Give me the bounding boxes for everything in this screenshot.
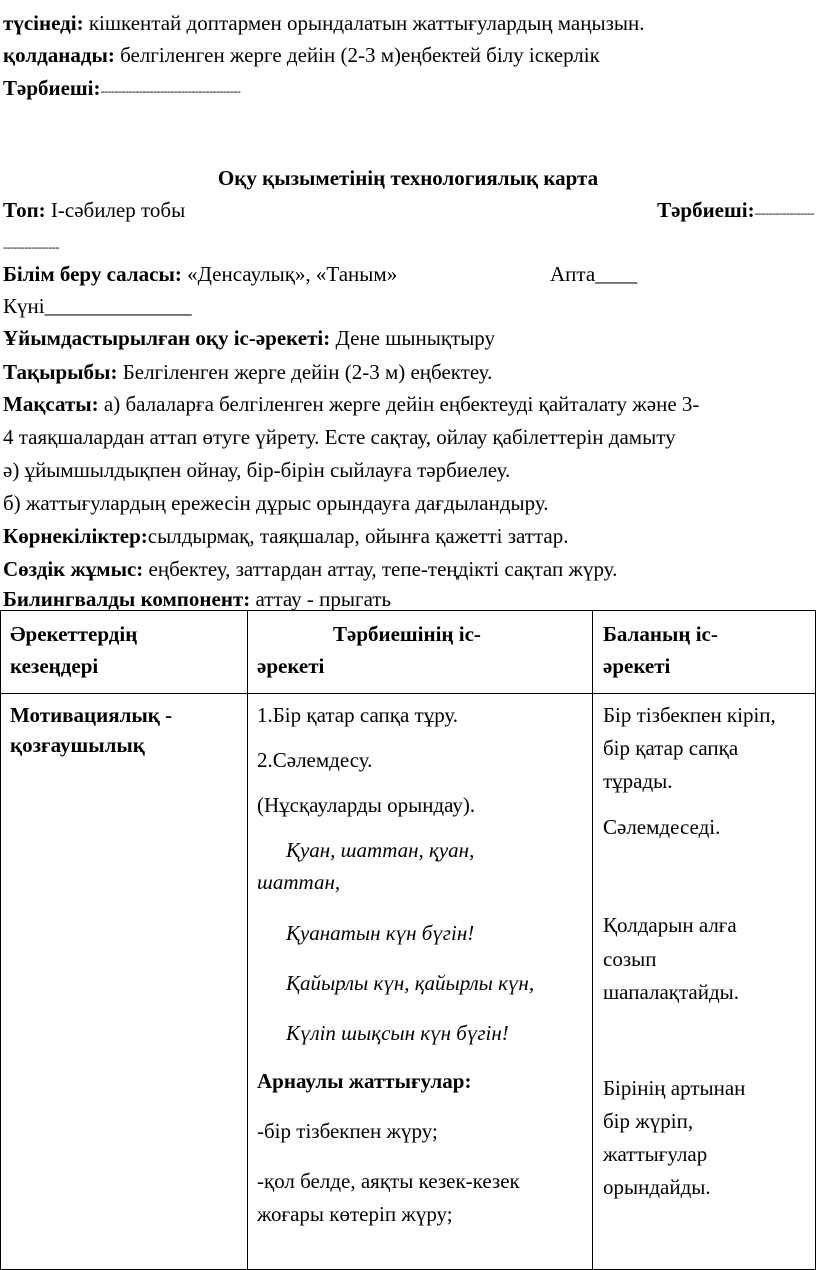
activity-value: Дене шынықтыру <box>330 326 496 350</box>
stage-l2: қозғаушылық <box>10 733 145 757</box>
vocab-value: еңбектеу, заттардан аттау, тепе-теңдікті сақтап жүру. <box>143 557 618 581</box>
child-action-1c: тұрады. <box>603 769 673 793</box>
area-value: «Денсаулық», «Таным» <box>181 262 398 286</box>
poem-line-1a: Қуан, шаттан, қуан, <box>286 838 475 862</box>
header-teacher-l1: Тәрбиешінің іс- <box>333 622 481 646</box>
activity-line <box>3 328 495 349</box>
table-header-row <box>1 611 816 694</box>
teacher-blank-cont: ---------------- <box>3 240 59 254</box>
title-text: Оқу қызыметінің технологиялық карта <box>217 166 599 190</box>
exercise-2a: -қол белде, аяқты кезек-кезек <box>257 1169 520 1193</box>
group-label: Топ: <box>3 198 46 222</box>
header-child-l2: әрекеті <box>603 654 671 678</box>
goal-line-3: ә) ұйымшылдықпен ойнау, бір-бірін сыйлауға тәрбиелеу. <box>3 458 511 482</box>
child-action-1a: Бір тізбекпен кіріп, <box>603 703 776 727</box>
child-action-4d: орындайды. <box>603 1175 711 1199</box>
header-line-applies <box>3 45 600 66</box>
poem-line-4: Күліп шықсын күн бүгін! <box>286 1021 509 1045</box>
table-row <box>1 694 816 1270</box>
header-child-l1: Баланың іс- <box>603 622 718 646</box>
label-teacher: Тәрбиеші: <box>3 76 101 100</box>
text-understands: кішкентай доптармен орындалатын жаттығулардың маңызын. <box>83 11 645 35</box>
goal-line-2: 4 таяқшалардан аттап өтуге үйрету. Есте сақтау, ойлау қабілеттерін дамыту <box>3 425 676 449</box>
goal-line-4: б) жаттығулардың ережесін дұрыс орындауға дағдыландыру. <box>3 491 549 515</box>
child-action-4a: Бірінің артынан <box>603 1076 746 1100</box>
teacher-step-2: 2.Сәлемдесу. <box>257 748 373 772</box>
exercise-1: -бір тізбекпен жүру; <box>257 1119 438 1143</box>
vocab-line <box>3 559 617 580</box>
exercise-2b: жоғары көтеріп жүру; <box>257 1202 453 1226</box>
special-exercises-heading: Арнаулы жаттығулар: <box>257 1069 472 1093</box>
stage-l1: Мотивациялық - <box>10 703 173 727</box>
bilingual-value: аттау - прыгать <box>250 587 392 611</box>
header-teacher-l2: әрекеті <box>257 654 325 678</box>
child-action-3c: шапалақтайды. <box>603 980 739 1004</box>
header-line-understands <box>3 13 645 34</box>
teacher-label: Тәрбиеші: <box>657 198 755 222</box>
header-cell-teacher <box>248 611 593 694</box>
activity-label: Ұйымдастырылған оқу іс-әрекеті: <box>3 326 331 350</box>
group-line <box>3 200 185 221</box>
header-cell-stages <box>1 611 248 694</box>
bilingual-label: Билингвалды компонент: <box>3 587 251 611</box>
area-line <box>3 264 397 285</box>
teacher-blank-cont-line <box>3 234 59 255</box>
child-action-1b: бір қатар сапқа <box>603 736 739 760</box>
visual-label: Көрнекіліктер: <box>3 524 148 548</box>
topic-value: Белгіленген жерге дейін (2-3 м) еңбектеу. <box>117 360 493 384</box>
header-cell-child <box>593 611 816 694</box>
child-action-3b: созып <box>603 947 657 971</box>
teacher-blank: ---------------------------------------- <box>100 84 241 98</box>
label-understands: түсінеді: <box>3 11 84 35</box>
teacher-action-cell <box>248 694 593 1270</box>
child-action-4b: бір жүріп, <box>603 1109 694 1133</box>
header-line-teacher <box>3 78 240 99</box>
label-applies: қолданады: <box>3 43 115 67</box>
teacher-step-3: (Нұсқауларды орындау). <box>257 793 476 817</box>
page-title <box>0 168 816 189</box>
goal-text-1: а) балаларға белгіленген жерге дейін еңбектеуді қайталату және 3- <box>98 392 700 416</box>
child-action-3a: Қолдарын алға <box>603 913 737 937</box>
topic-line <box>3 362 492 383</box>
visual-value: сылдырмақ, таяқшалар, ойынға қажетті заттар. <box>147 524 569 548</box>
child-action-cell <box>593 694 816 1270</box>
bilingual-line <box>3 589 391 610</box>
teacher-blank-2: ----------------- <box>754 206 814 220</box>
child-action-4c: жаттығулар <box>603 1142 708 1166</box>
vocab-label: Сөздік жұмыс: <box>3 557 144 581</box>
activity-table <box>0 610 816 1270</box>
teacher-step-1: 1.Бір қатар сапқа тұру. <box>257 703 459 727</box>
teacher-line <box>657 200 814 221</box>
child-action-2: Сәлемдеседі. <box>603 815 721 839</box>
poem-line-3: Қайырлы күн, қайырлы күн, <box>286 971 535 995</box>
visual-line <box>3 526 568 547</box>
text-applies: белгіленген жерге дейін (2-3 м)еңбектей білу іскерлік <box>114 43 600 67</box>
goal-label: Мақсаты: <box>3 392 99 416</box>
week-field: Апта____ <box>550 262 638 286</box>
area-label: Білім беру саласы: <box>3 262 182 286</box>
topic-label: Тақырыбы: <box>3 360 118 384</box>
day-field: Күні______________ <box>3 294 192 318</box>
goal-line-1 <box>3 394 699 415</box>
header-stages-l2: кезеңдері <box>10 654 99 678</box>
stage-cell <box>1 694 248 1270</box>
poem-line-1b: шаттан, <box>257 870 341 894</box>
group-value: I-сәбилер тобы <box>45 198 186 222</box>
header-stages-l1: Әрекеттердің <box>10 622 138 646</box>
poem-line-2: Қуанатын күн бүгін! <box>286 921 475 945</box>
